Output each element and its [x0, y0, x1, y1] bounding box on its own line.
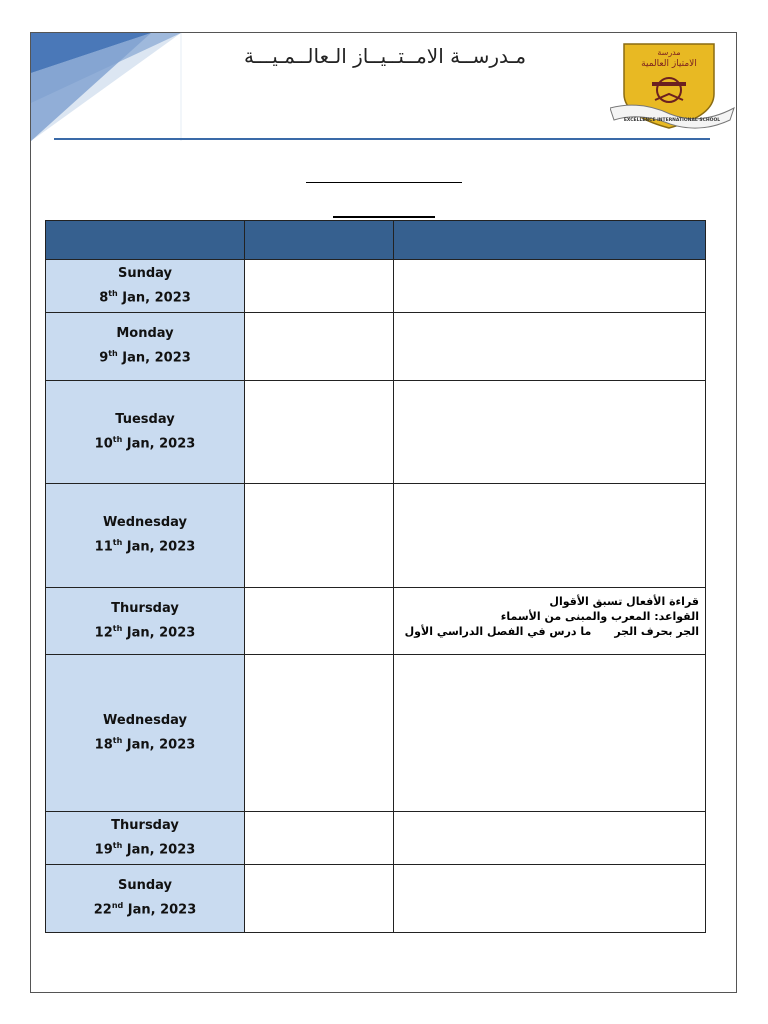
table-row [46, 655, 706, 812]
notes-cell [394, 313, 706, 381]
table-row [46, 588, 706, 655]
table-row [46, 865, 706, 933]
day-name: Wednesday [103, 515, 187, 531]
day-number: 8 [99, 290, 109, 306]
date-cell [46, 381, 245, 484]
day-name: Thursday [111, 817, 179, 833]
table-row [46, 381, 706, 484]
month-year: Jan, 2023 [117, 350, 191, 366]
notes-cell [394, 812, 706, 865]
table-row [46, 484, 706, 588]
date-cell [46, 865, 245, 933]
day-number: 11 [94, 539, 113, 555]
notes-cell [394, 588, 706, 655]
ordinal-suffix: nd [111, 901, 124, 911]
date-text [46, 533, 244, 557]
middle-cell [245, 381, 394, 484]
date-text [46, 896, 244, 920]
date-text [46, 619, 244, 643]
month-year: Jan, 2023 [117, 290, 191, 306]
day-name: Sunday [117, 878, 173, 894]
header-cell-notes [394, 221, 706, 260]
day-number: 19 [94, 842, 113, 858]
notes-cell [394, 865, 706, 933]
header-cell-middle [245, 221, 394, 260]
school-name: مـدرســة الامــتــيــاز الـعالــمـيـــة [243, 44, 527, 68]
date-text [46, 344, 244, 368]
note-line: قراءة الأفعال تسبق الأقوال [549, 595, 699, 608]
date-text [46, 430, 244, 454]
day-name: Tuesday [115, 411, 175, 427]
month-year: Jan, 2023 [122, 539, 196, 555]
day-name: Sunday [117, 265, 173, 281]
month-year: Jan, 2023 [122, 436, 196, 452]
date-text [46, 284, 244, 308]
month-year: Jan, 2023 [122, 842, 196, 858]
month-year: Jan, 2023 [122, 737, 196, 753]
ordinal-suffix: th [112, 735, 123, 745]
middle-cell [245, 313, 394, 381]
middle-cell [245, 484, 394, 588]
middle-cell [245, 655, 394, 812]
date-cell [46, 812, 245, 865]
date-cell [46, 313, 245, 381]
date-cell [46, 588, 245, 655]
ordinal-suffix: th [112, 434, 123, 444]
middle-cell [245, 260, 394, 313]
table-row [46, 313, 706, 381]
middle-cell [245, 588, 394, 655]
ordinal-suffix: th [112, 623, 123, 633]
table-row [46, 260, 706, 313]
notes-cell [394, 655, 706, 812]
notes-cell [394, 381, 706, 484]
notes-cell [394, 484, 706, 588]
ordinal-suffix: th [112, 538, 123, 548]
ordinal-suffix: th [112, 840, 123, 850]
month-year: Jan, 2023 [122, 625, 196, 641]
logo-ribbon-text: EXCELLENCE INTERNATIONAL SCHOOL [623, 118, 721, 123]
ordinal-suffix: th [108, 288, 118, 298]
day-number: 18 [94, 737, 113, 753]
notes-cell [394, 260, 706, 313]
middle-cell [245, 812, 394, 865]
date-text [46, 731, 244, 755]
date-text [46, 836, 244, 860]
title-underline [306, 182, 462, 183]
ordinal-suffix: th [108, 349, 118, 359]
header-rule [54, 138, 710, 140]
schedule-table [45, 220, 706, 933]
date-cell [46, 260, 245, 313]
day-number: 22 [93, 902, 112, 918]
subtitle-underline [333, 216, 435, 218]
note-line: القواعد: المعرب والمبنى من الأسماء [500, 610, 699, 623]
header-cell-date [46, 221, 245, 260]
corner-decoration [31, 33, 186, 143]
logo-top-text-2: الامتياز العالمية [641, 59, 697, 69]
day-number: 9 [99, 350, 109, 366]
day-name: Monday [116, 326, 174, 342]
month-year: Jan, 2023 [123, 902, 197, 918]
day-name: Wednesday [103, 712, 187, 728]
date-cell [46, 655, 245, 812]
day-number: 10 [94, 436, 113, 452]
day-number: 12 [94, 625, 113, 641]
table-row [46, 812, 706, 865]
date-cell [46, 484, 245, 588]
middle-cell [245, 865, 394, 933]
table-header-row [46, 221, 706, 260]
school-logo [610, 42, 735, 132]
day-name: Thursday [111, 600, 179, 616]
logo-top-text-1: مدرسة [657, 48, 681, 57]
note-line: الجر بحرف الجر ما درس في الفصل الدراسي الأول [404, 625, 699, 638]
